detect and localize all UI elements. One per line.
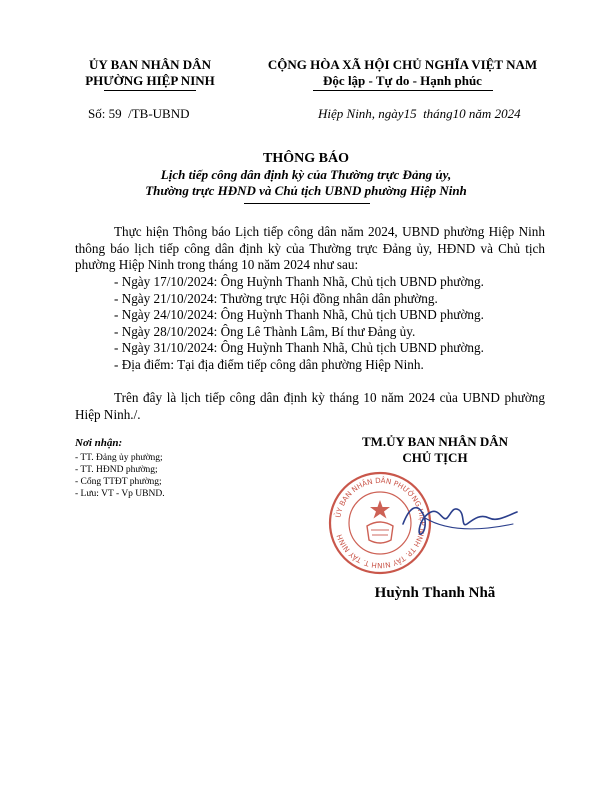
seal-emblem — [367, 522, 393, 543]
signer-name: Huỳnh Thanh Nhã — [374, 585, 496, 601]
title-heading: THÔNG BÁO — [263, 151, 349, 166]
intro-paragraph: Thực hiện Thông báo Lịch tiếp công dân năm 2024, UBND phường Hiệp Ninh thông báo lịch tiếp công dân định kỳ của Thường trực Đảng ủy, HĐND và Chủ tịch phường Hiệp Ninh trong tháng 10 năm 2024 như sau: — [75, 224, 545, 272]
title-underline — [244, 203, 370, 204]
country-name: CỘNG HÒA XÃ HỘI CHỦ NGHĨA VIỆT NAM — [267, 57, 538, 72]
title-subtitle-1: Lịch tiếp công dân định kỳ của Thường trực Đảng ủy, — [160, 167, 452, 182]
agency-line-2: PHƯỜNG HIỆP NINH — [85, 73, 215, 88]
document-title — [60, 150, 552, 199]
agency-line-1: ỦY BAN NHÂN DÂN — [89, 57, 211, 72]
list-item: - Địa điểm: Tại địa điểm tiếp công dân phường Hiệp Ninh. — [114, 356, 424, 372]
motto: Độc lập - Tự do - Hạnh phúc — [323, 73, 482, 88]
signature-org: TM.ỦY BAN NHÂN DÂN — [361, 434, 509, 449]
recipient-item: - TT. Đảng ủy phường; — [75, 453, 163, 463]
handwritten-signature — [395, 488, 535, 548]
seal-emblem-detail — [371, 530, 389, 535]
list-item: - Ngày 21/10/2024: Thường trực Hội đồng nhân dân phường. — [114, 290, 438, 306]
signature-stroke — [403, 508, 517, 534]
list-item: - Ngày 28/10/2024: Ông Lê Thành Lâm, Bí thư Đảng ủy. — [114, 323, 416, 339]
motto-underline — [313, 90, 493, 91]
seal-text-path: ỦY BAN NHÂN DÂN PHƯỜNG HIỆP NINH TP. TÂY NINH T. TÂY NINH — [333, 475, 428, 571]
signature-role: CHỦ TỊCH — [402, 450, 468, 465]
schedule-list — [114, 274, 484, 373]
place-and-date: Hiệp Ninh, ngày15 tháng10 năm 2024 — [318, 106, 521, 121]
list-item: - Ngày 17/10/2024: Ông Huỳnh Thanh Nhã, Chủ tịch UBND phường. — [114, 274, 484, 289]
recipients — [75, 436, 165, 500]
agency-underline — [104, 90, 196, 91]
national-motto — [250, 57, 555, 89]
list-item: - Ngày 31/10/2024: Ông Huỳnh Thanh Nhã, Chủ tịch UBND phường. — [114, 340, 484, 355]
issuing-agency — [60, 57, 240, 89]
closing-paragraph: Trên đây là lịch tiếp công dân định kỳ tháng 10 năm 2024 của UBND phường Hiệp Ninh./. — [75, 390, 545, 422]
recipients-label: Nơi nhận: — [75, 437, 123, 449]
document-number: Số: 59 /TB-UBND — [88, 106, 190, 121]
recipient-item: - Lưu: VT - Vp UBND. — [75, 489, 165, 499]
recipient-item: - Cổng TTĐT phường; — [75, 477, 162, 487]
title-subtitle-2: Thường trực HĐND và Chủ tịch UBND phường Hiệp Ninh — [145, 183, 467, 198]
seal-star — [370, 500, 390, 519]
recipient-item: - TT. HĐND phường; — [75, 465, 158, 475]
list-item: - Ngày 24/10/2024: Ông Huỳnh Thanh Nhã, Chủ tịch UBND phường. — [114, 307, 484, 322]
signature-title — [340, 434, 530, 466]
